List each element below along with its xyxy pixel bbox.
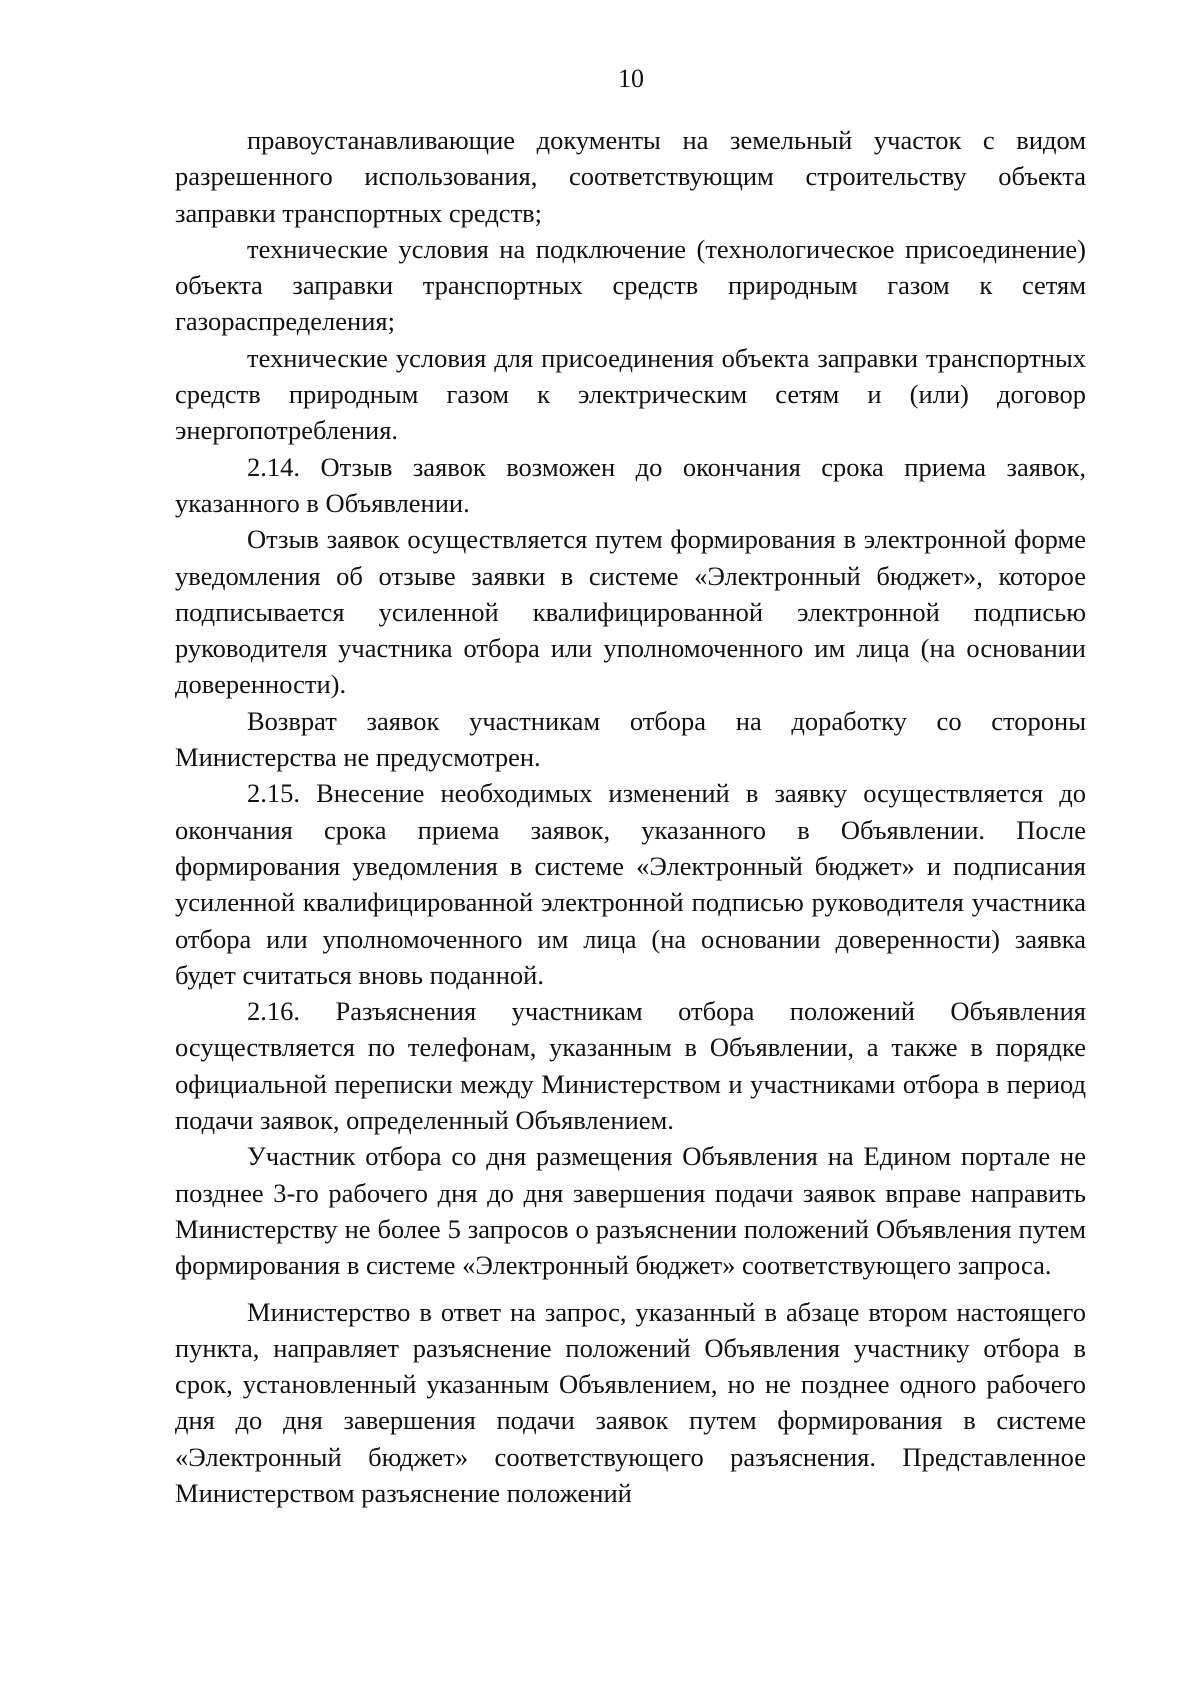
paragraph-clarification-requests: Участник отбора со дня размещения Объявления на Едином портале не позднее 3-го рабочего дня до дня завершения подачи заявок вправе направить Министерству не более 5 запросов о разъяснении положений Объявления путем формирования в системе «Электронный бюджет» соответствующего запроса. (175, 1141, 1086, 1281)
paragraph-2-15: 2.15. Внесение необходимых изменений в заявку осуществляется до окончания срока приема заявок, указанного в Объявлении. После формирования уведомления в системе «Электронный бюджет» и подписания усиленной квалифицированной электронной подписью руководителя участника отбора или уполномоченного им лица (на основании доверенности) заявка будет считаться вновь поданной. (175, 778, 1086, 990)
paragraph-electric-connection-conditions: технические условия для присоединения объекта заправки транспортных средств природным газом к электрическим сетям и (или) договор энергопотребления. (175, 342, 1086, 446)
paragraph-withdrawal-procedure: Отзыв заявок осуществляется путем формирования в электронной форме уведомления об отзыве заявки в системе «Электронный бюджет», которое подписывается усиленной квалифицированной электронной подписью руководителя участника отбора или уполномоченного им лица (на основании доверенности). (175, 524, 1086, 700)
paragraph-2-14: 2.14. Отзыв заявок возможен до окончания срока приема заявок, указанного в Объявлении. (175, 451, 1086, 518)
paragraph-ministry-response: Министерство в ответ на запрос, указанный в абзаце втором настоящего пункта, направляет разъяснение положений Объявления участнику отбора в срок, установленный указанным Объявлением, но не позднее одного рабочего дня до дня завершения подачи заявок путем формирования в системе «Электронный бюджет» соответствующего разъяснения. Представленное Министерством разъяснение положений (175, 1296, 1086, 1508)
paragraph-gas-connection-conditions: технические условия на подключение (технологическое присоединение) объекта заправки транспортных средств природным газом к сетям газораспределения; (175, 233, 1086, 337)
paragraph-land-documents: правоустанавливающие документы на земельный участок с видом разрешенного использования, соответствующим строительству объекта заправки транспортных средств; (175, 125, 1086, 228)
paragraph-2-16: 2.16. Разъяснения участникам отбора положений Объявления осуществляется по телефонам, указанным в Объявлении, а также в порядке официальной переписки между Министерством и участниками отбора в период подачи заявок, определенный Объявлением. (175, 996, 1086, 1136)
page-number: 10 (618, 64, 644, 93)
document-body (175, 122, 1086, 1511)
paragraph-no-return: Возврат заявок участникам отбора на доработку со стороны Министерства не предусмотрен. (175, 705, 1086, 773)
